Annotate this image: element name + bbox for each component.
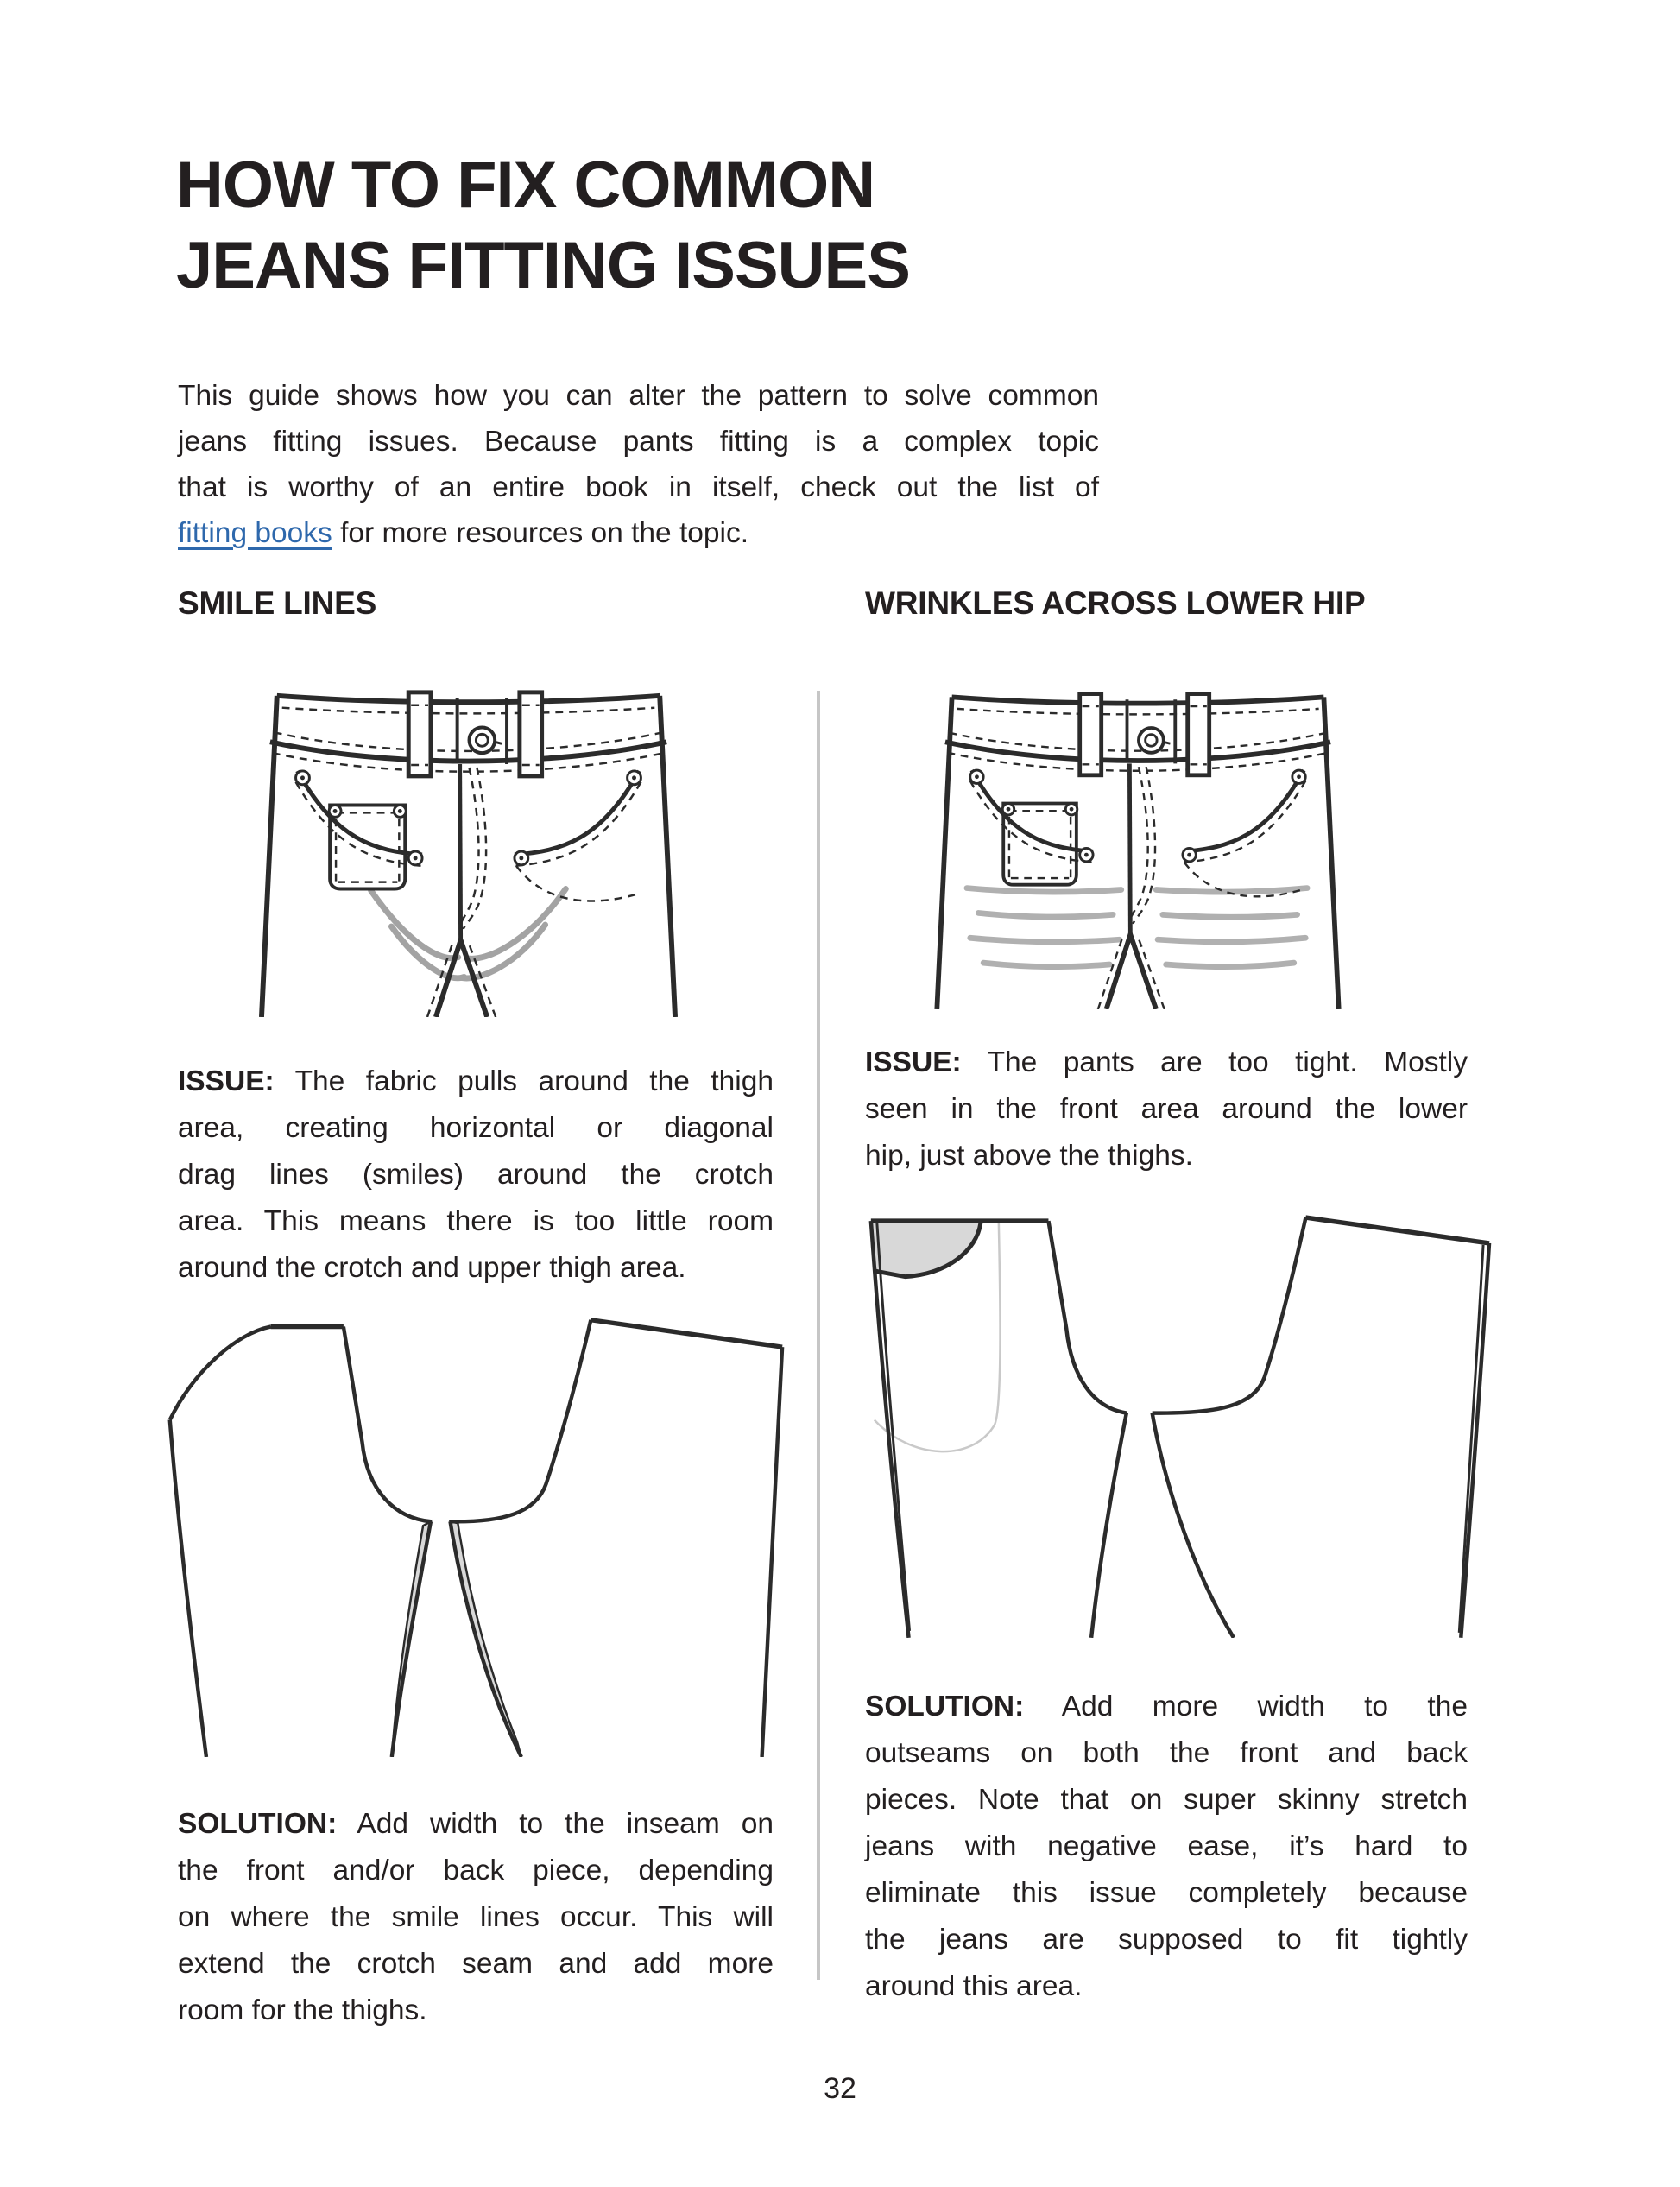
solution-paragraph-smile-lines: SOLUTION: Add width to the inseam on the front and/or back piece, depending on where the smile lines occur. This will extend the crotch seam and add more room for the thighs. [178, 1808, 774, 2026]
jeans-front-smile-lines-illustration [246, 682, 691, 1017]
solution-label: SOLUTION: [178, 1808, 338, 1840]
issue-label: ISSUE: [178, 1065, 275, 1097]
column-divider [817, 691, 820, 1980]
title-line-1: HOW TO FIX COMMON [176, 149, 875, 222]
heading-wrinkles-across-lower-hip: WRINKLES ACROSS LOWER HIP [865, 585, 1366, 621]
page-number: 32 [824, 2072, 856, 2105]
issue-paragraph-hip-wrinkles: ISSUE: The pants are too tight. Mostly seen in the front area around the lower hip, just above the thighs. [865, 1046, 1468, 1172]
solution-label: SOLUTION: [865, 1691, 1025, 1722]
front-pattern-piece [871, 1221, 1127, 1638]
outseam-front [871, 1221, 909, 1638]
heading-smile-lines: SMILE LINES [178, 585, 377, 621]
back-pattern-piece [1153, 1217, 1489, 1638]
title-line-2: JEANS FITTING ISSUES [176, 229, 910, 302]
pattern-outseam-width-illustration [850, 1209, 1494, 1638]
fitting-books-link[interactable]: fitting books [178, 517, 332, 549]
pocket-shaded-area [873, 1223, 981, 1277]
issue-paragraph-smile-lines: ISSUE: The fabric pulls around the thigh area, creating horizontal or diagonal drag lines (smiles) around the crotch area. This means there is too little room around the crotch and upper thigh area. [178, 1065, 774, 1284]
issue-label: ISSUE: [865, 1046, 962, 1078]
intro-line-rest: for more resources on the topic. [332, 517, 749, 549]
intro-line: jeans fitting issues. Because pants fitting is a complex topic [178, 426, 1099, 458]
back-pattern-piece [451, 1320, 783, 1757]
intro-paragraph [178, 373, 1099, 556]
intro-line: This guide shows how you can alter the pattern to solve common [178, 380, 1099, 412]
inseam-added-width-back [451, 1521, 521, 1757]
solution-paragraph-hip-wrinkles: SOLUTION: Add more width to the outseams on both the front and back pieces. Note that on super skinny stretch jeans with negative ease, it’s hard to eliminate this issue completely because the jeans are supposed to fit tightly around this area. [865, 1691, 1468, 2002]
intro-line: that is worthy of an entire book in itself, check out the list of [178, 471, 1099, 503]
pattern-inseam-width-illustration [147, 1308, 799, 1757]
front-pattern-piece [170, 1327, 431, 1757]
intro-line [178, 510, 1099, 556]
jeans-front-hip-wrinkles-illustration [922, 684, 1354, 1009]
page-title [176, 145, 910, 306]
outseam-back [1461, 1243, 1489, 1638]
outseam-added-width-back [1459, 1245, 1483, 1633]
